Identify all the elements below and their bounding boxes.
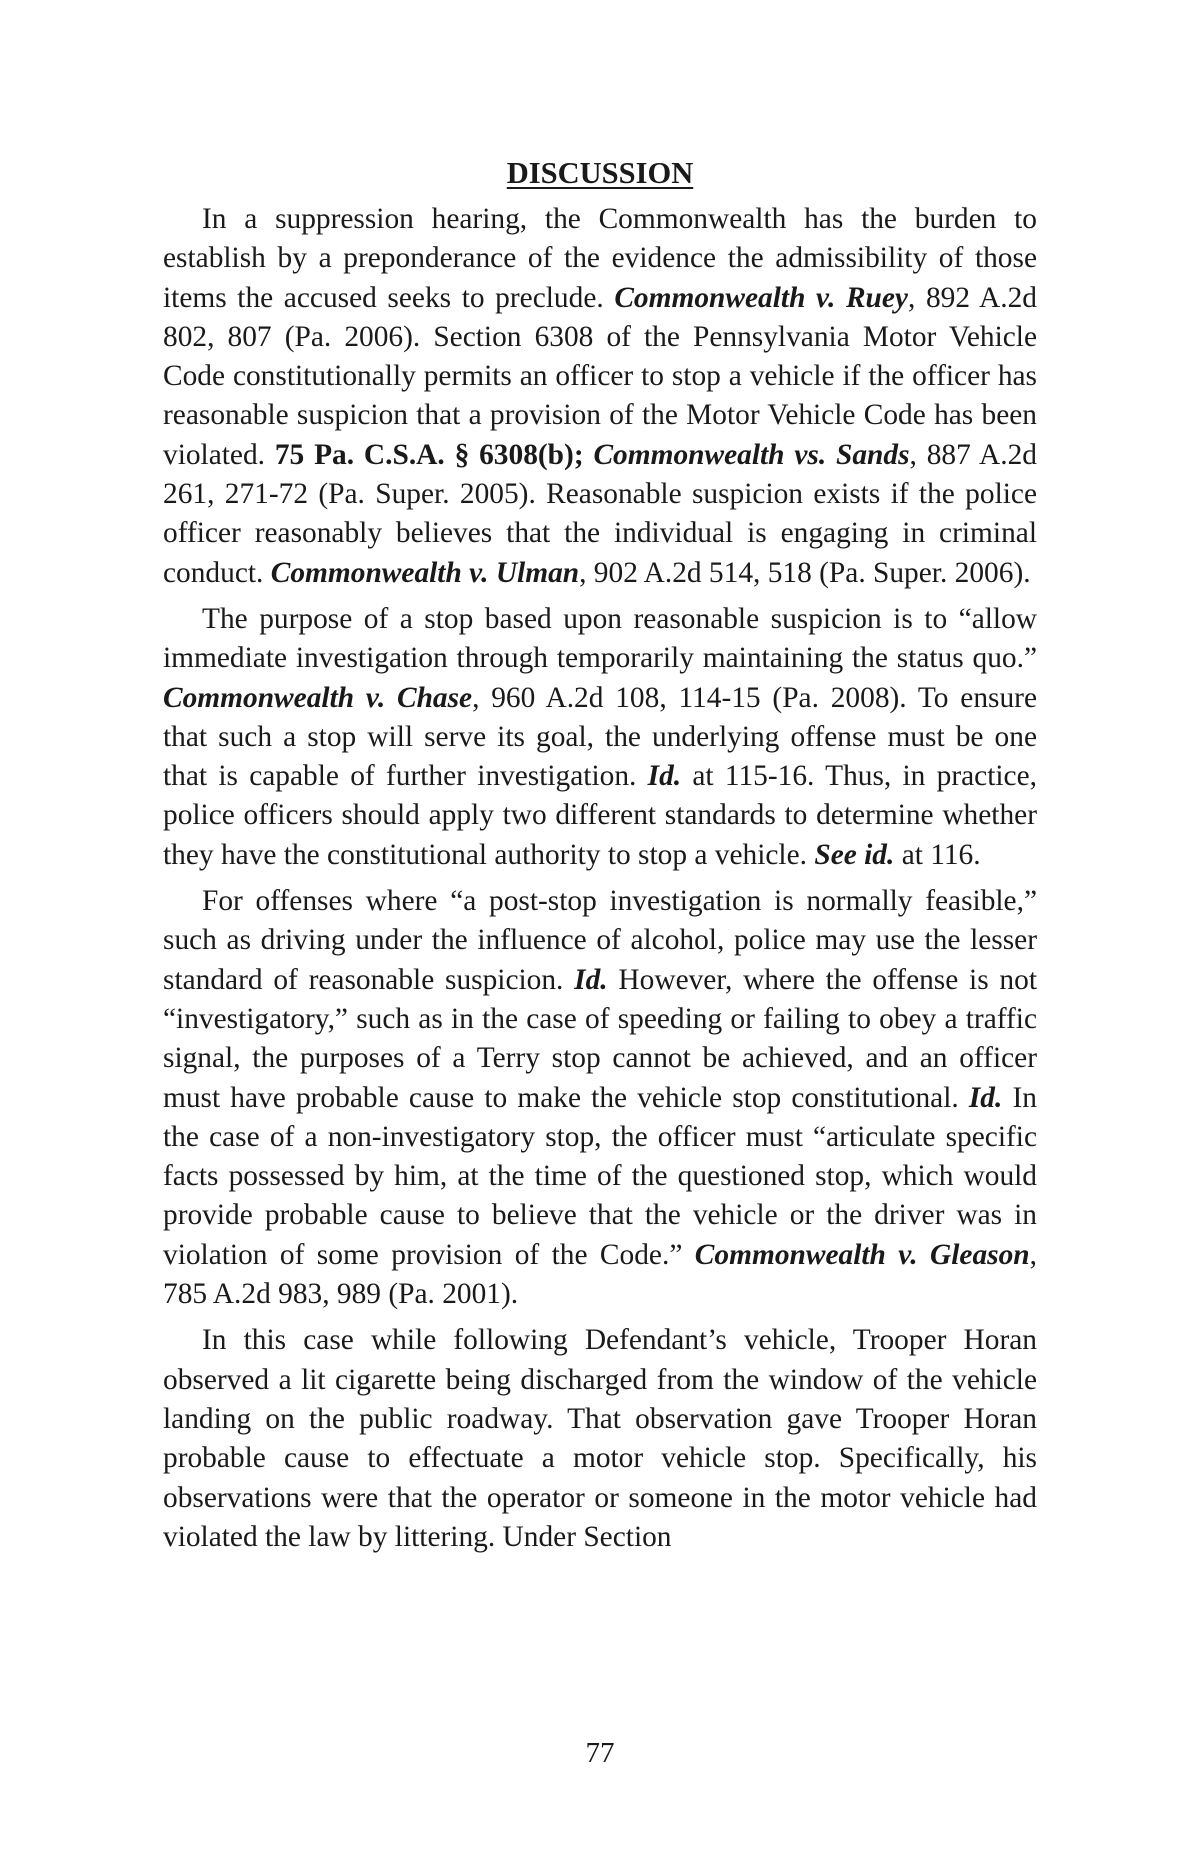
case-citation: Id. (647, 760, 682, 793)
text-run: The purpose of a stop based upon reasonable suspicion is to “allow immediate investigation through temporarily maintaining the status quo.” (163, 602, 1037, 675)
case-citation: Commonwealth v. Ulman (270, 556, 580, 589)
body-text (163, 200, 1037, 1557)
text-run: , 785 A.2d 983, 989 (Pa. 2001). (163, 1238, 1037, 1311)
text-run: In a suppression hearing, the Commonwealth has the burden to establish by a preponderance of the evidence the admissibility of those items the accused seeks to preclude. (163, 203, 1037, 314)
case-citation: Id. (574, 963, 608, 996)
text-run: , 960 A.2d 108, 114-15 (Pa. 2008). To ensure that such a stop will serve its goal, the underlying offense must be one that is capable of further investigation. (163, 681, 1037, 793)
text-run: , 902 A.2d 514, 518 (Pa. Super. 2006). (579, 556, 1031, 589)
case-citation: Id. (968, 1081, 1003, 1114)
case-citation: Commonwealth vs. Sands (593, 438, 910, 471)
statute-citation: ; (573, 438, 594, 471)
text-run: at 116. (894, 838, 981, 871)
page-number: 77 (585, 1737, 615, 1769)
case-citation: Commonwealth v. Ruey (614, 281, 908, 314)
paragraph-2 (163, 600, 1037, 875)
case-citation: See id. (814, 838, 895, 871)
paragraph-3 (163, 882, 1037, 1314)
case-citation: Commonwealth v. Chase (163, 681, 473, 714)
section-heading: DISCUSSION (506, 156, 694, 190)
text-run: at 115-16. Thus, in practice, police officers should apply two different standards to determine whether they have the constitutional authority to stop a vehicle. (163, 760, 1037, 871)
paragraph-4 (163, 1321, 1037, 1557)
text-run: , 887 A.2d 261, 271-72 (Pa. Super. 2005). Reasonable suspicion exists if the police officer reasonably believes that the individual is engaging in criminal conduct. (163, 438, 1037, 589)
text-run: For offenses where “a post-stop investigation is normally feasible,” such as driving under the influence of alcohol, police may use the lesser standard of reasonable suspicion. (163, 885, 1037, 996)
paragraph-1 (163, 200, 1037, 593)
text-run: , 892 A.2d 802, 807 (Pa. 2006). Section 6308 of the Pennsylvania Motor Vehicle Code constitutionally permits an officer to stop a vehicle if the officer has reasonable suspicion that a provision of the Motor Vehicle Code has been violated. (163, 281, 1037, 471)
statute-citation: 75 Pa. C.S.A. § 6308(b) (274, 438, 574, 471)
text-run: However, where the offense is not “investigatory,” such as in the case of speeding or failing to obey a traffic signal, the purposes of a Terry stop cannot be achieved, and an officer must have probable cause to make the vehicle stop constitutional. (163, 963, 1037, 1114)
text-run: In this case while following Defendant’s vehicle, Trooper Horan observed a lit cigarette being discharged from the window of the vehicle landing on the public roadway. That observation gave Trooper Horan probable cause to effectuate a motor vehicle stop. Specifically, his observations were that the operator or someone in the motor vehicle had violated the law by littering. Under Section (163, 1324, 1037, 1553)
text-run: In the case of a non-investigatory stop, the officer must “articulate specific facts possessed by him, at the time of the questioned stop, which would provide probable cause to believe that the vehicle or the driver was in violation of some provision of the Code.” (163, 1081, 1037, 1271)
document-page (163, 150, 1037, 1564)
case-citation: Commonwealth v. Gleason (694, 1238, 1030, 1271)
